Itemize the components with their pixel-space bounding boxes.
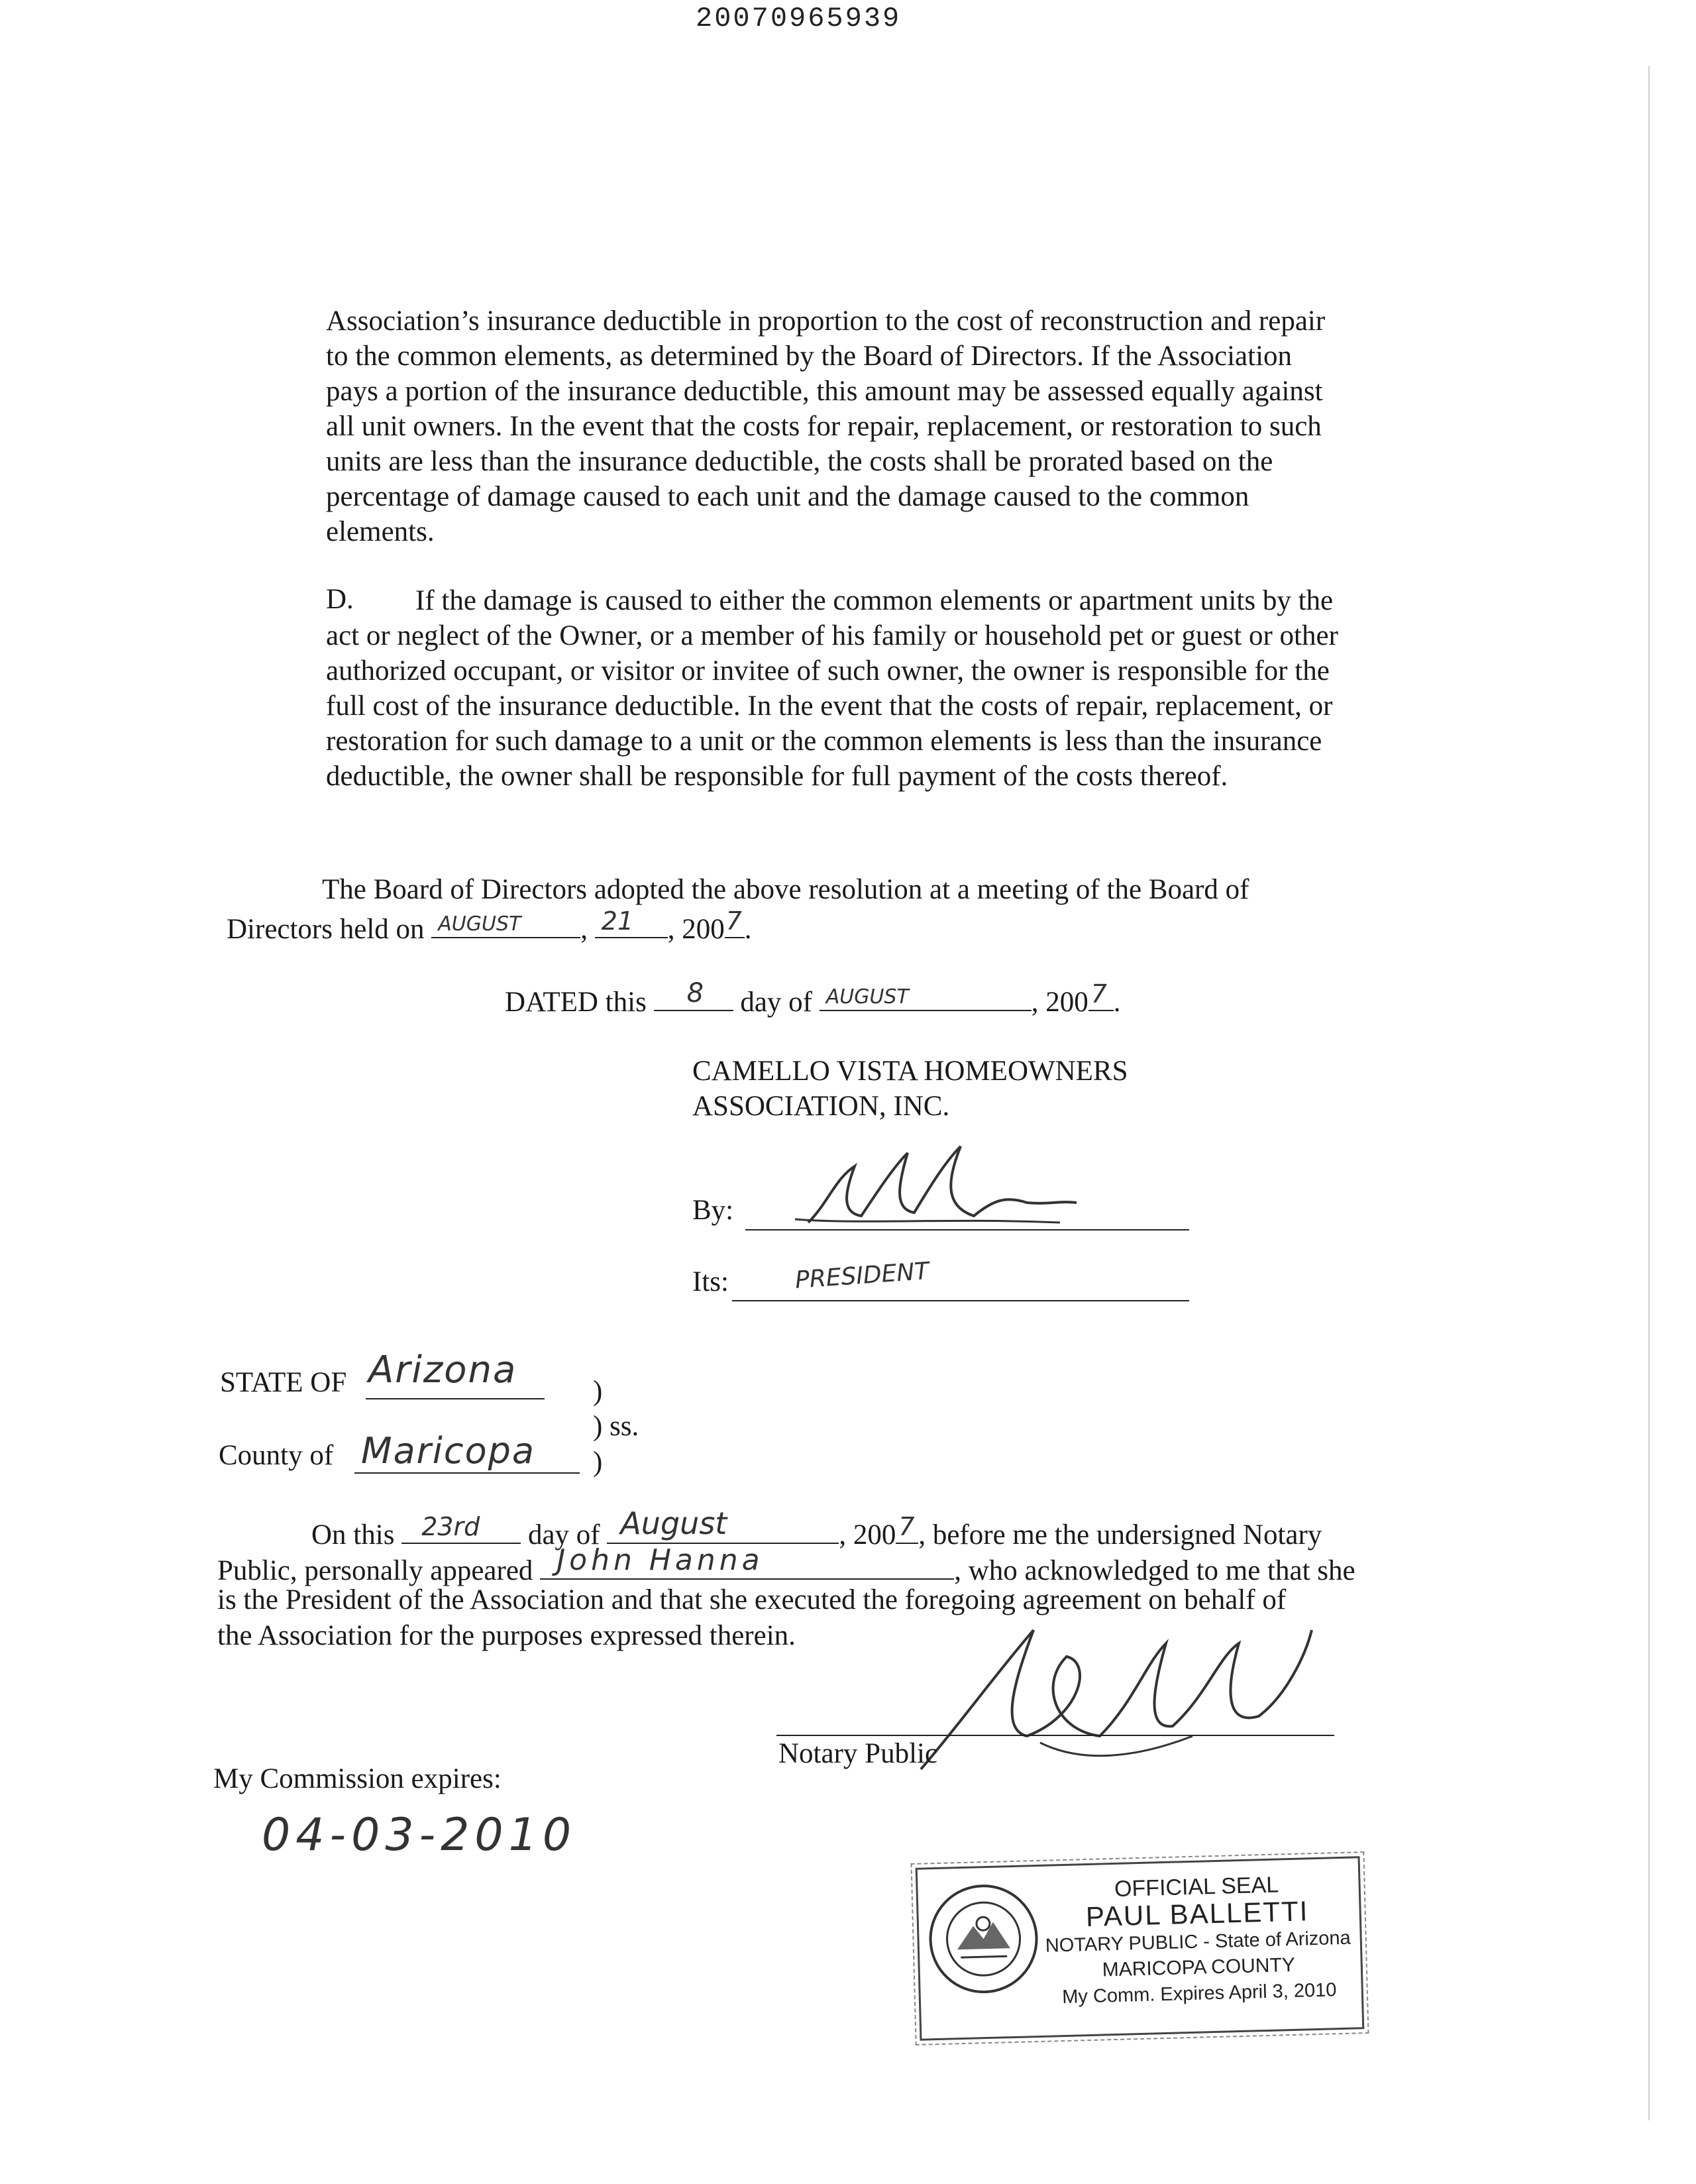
ack-appeared-name: John Hanna xyxy=(556,1543,764,1577)
resolution-month: AUGUST xyxy=(438,912,521,936)
resolution-line-2: Directors held on AUGUST , 21 , 200 7 . xyxy=(227,906,752,945)
county-line xyxy=(354,1472,580,1474)
ack-year-digit: 7 xyxy=(898,1512,915,1541)
seal-line-2: PAUL BALLETTI xyxy=(1085,1895,1309,1933)
ack-month: August xyxy=(620,1505,727,1541)
arizona-state-seal-emblem xyxy=(926,1881,1041,1996)
ack-line-4: the Association for the purposes expressed therein. xyxy=(217,1620,796,1651)
resolution-year-prefix: , 200 xyxy=(667,914,725,945)
resolution-day-blank xyxy=(595,908,668,938)
ack-month-blank xyxy=(607,1505,839,1544)
ack-day-blank xyxy=(401,1512,521,1544)
dated-month-blank xyxy=(820,981,1032,1011)
resolution-year-blank xyxy=(725,908,745,938)
commission-date: 04-03-2010 xyxy=(262,1809,577,1861)
resolution-year-digit: 7 xyxy=(725,906,742,936)
association-name-line-1: CAMELLO VISTA HOMEOWNERS xyxy=(692,1056,1128,1087)
resolution-line-1: The Board of Directors adopted the above resolution at a meeting of the Board of xyxy=(322,874,1249,905)
its-title: PRESIDENT xyxy=(794,1257,930,1295)
ack-line-1 xyxy=(311,1505,1322,1551)
dated-day-blank xyxy=(654,978,733,1011)
state-value: Arizona xyxy=(368,1348,517,1392)
resolution-month-blank xyxy=(431,908,580,938)
commission-expires-label: My Commission expires: xyxy=(213,1763,502,1794)
ack-line-2-end: , who acknowledged to me that she xyxy=(954,1555,1355,1586)
ack-line-2 xyxy=(217,1543,1355,1587)
seal-line-3: NOTARY PUBLIC - State of Arizona xyxy=(1045,1927,1352,1957)
dated-month: AUGUST xyxy=(825,985,909,1009)
official-seal-stamp xyxy=(916,1856,1365,2040)
its-line xyxy=(732,1300,1189,1301)
notary-signature xyxy=(881,1604,1332,1776)
ack-year-blank xyxy=(896,1512,918,1544)
dated-year-prefix: , 200 xyxy=(1031,987,1088,1018)
its-label: Its: xyxy=(692,1266,729,1297)
county-paren: ) xyxy=(593,1447,603,1478)
state-of-label: STATE OF xyxy=(220,1367,347,1398)
seal-line-5: My Comm. Expires April 3, 2010 xyxy=(1061,1979,1337,2008)
ack-line-3: is the President of the Association and that she executed the foregoing agreement on behalf of xyxy=(217,1584,1287,1615)
record-number: 20070965939 xyxy=(696,3,902,34)
notary-public-label: Notary Public xyxy=(778,1738,938,1769)
scan-edge-line xyxy=(1648,66,1650,2120)
county-of-label: County of xyxy=(219,1440,334,1471)
dated-prefix: DATED this xyxy=(505,987,647,1018)
paragraph-c-continued: Association’s insurance deductible in proportion to the cost of reconstruction and repair to the common elements, as determined by the Board of Directors. If the Association pays a portion of the insurance deductible, this amount may be assessed equally against all unit owners. In the event that the costs for repair, replacement, or restoration to such units are less than the insurance deductible, the costs shall be prorated based on the percentage of damage caused to each unit and the damage caused to the common elements. xyxy=(326,305,1326,547)
ack-name-blank xyxy=(540,1543,954,1580)
president-signature xyxy=(782,1140,1086,1239)
dated-line: DATED this 8 day of AUGUST , 200 7 . xyxy=(505,978,1121,1018)
dated-year-digit: 7 xyxy=(1090,979,1107,1009)
notary-signature-line xyxy=(776,1735,1334,1736)
ack-day: 23rd xyxy=(421,1512,480,1541)
county-value: Maricopa xyxy=(361,1430,535,1472)
dated-day-of: day of xyxy=(740,987,812,1018)
paragraph-d-text: If the damage is caused to either the common elements or apartment units by the act or neglect of the Owner, or a member of his family or household pet or guest or other authorized occupant, or visitor or invitee of such owner, the owner is responsible for the full cost of the insurance deductible. In the event that the costs of repair, replacement, or restoration for such damage to a unit or the common elements is less than the insurance deductible, the owner shall be responsible for full payment of the costs thereof. xyxy=(326,585,1338,792)
ack-on-this: On this xyxy=(311,1519,395,1551)
resolution-held-on: Directors held on xyxy=(227,914,425,945)
dated-day: 8 xyxy=(686,978,704,1009)
state-paren: ) xyxy=(593,1376,603,1407)
by-label: By: xyxy=(692,1195,734,1226)
ss-mark: ) ss. xyxy=(593,1411,639,1442)
ack-appeared: Public, personally appeared xyxy=(217,1555,533,1586)
ack-line-1-end: , before me the undersigned Notary xyxy=(918,1519,1322,1551)
association-name-line-2: ASSOCIATION, INC. xyxy=(692,1091,950,1122)
ack-year-prefix: , 200 xyxy=(839,1519,896,1551)
resolution-day: 21 xyxy=(601,906,634,936)
dated-year-blank xyxy=(1088,981,1114,1011)
state-line xyxy=(366,1398,545,1399)
seal-line-1: OFFICIAL SEAL xyxy=(1114,1872,1279,1902)
seal-line-4: MARICOPA COUNTY xyxy=(1102,1953,1296,1981)
ack-day-of: day of xyxy=(527,1519,600,1551)
paragraph-d-letter: D. xyxy=(326,584,354,615)
